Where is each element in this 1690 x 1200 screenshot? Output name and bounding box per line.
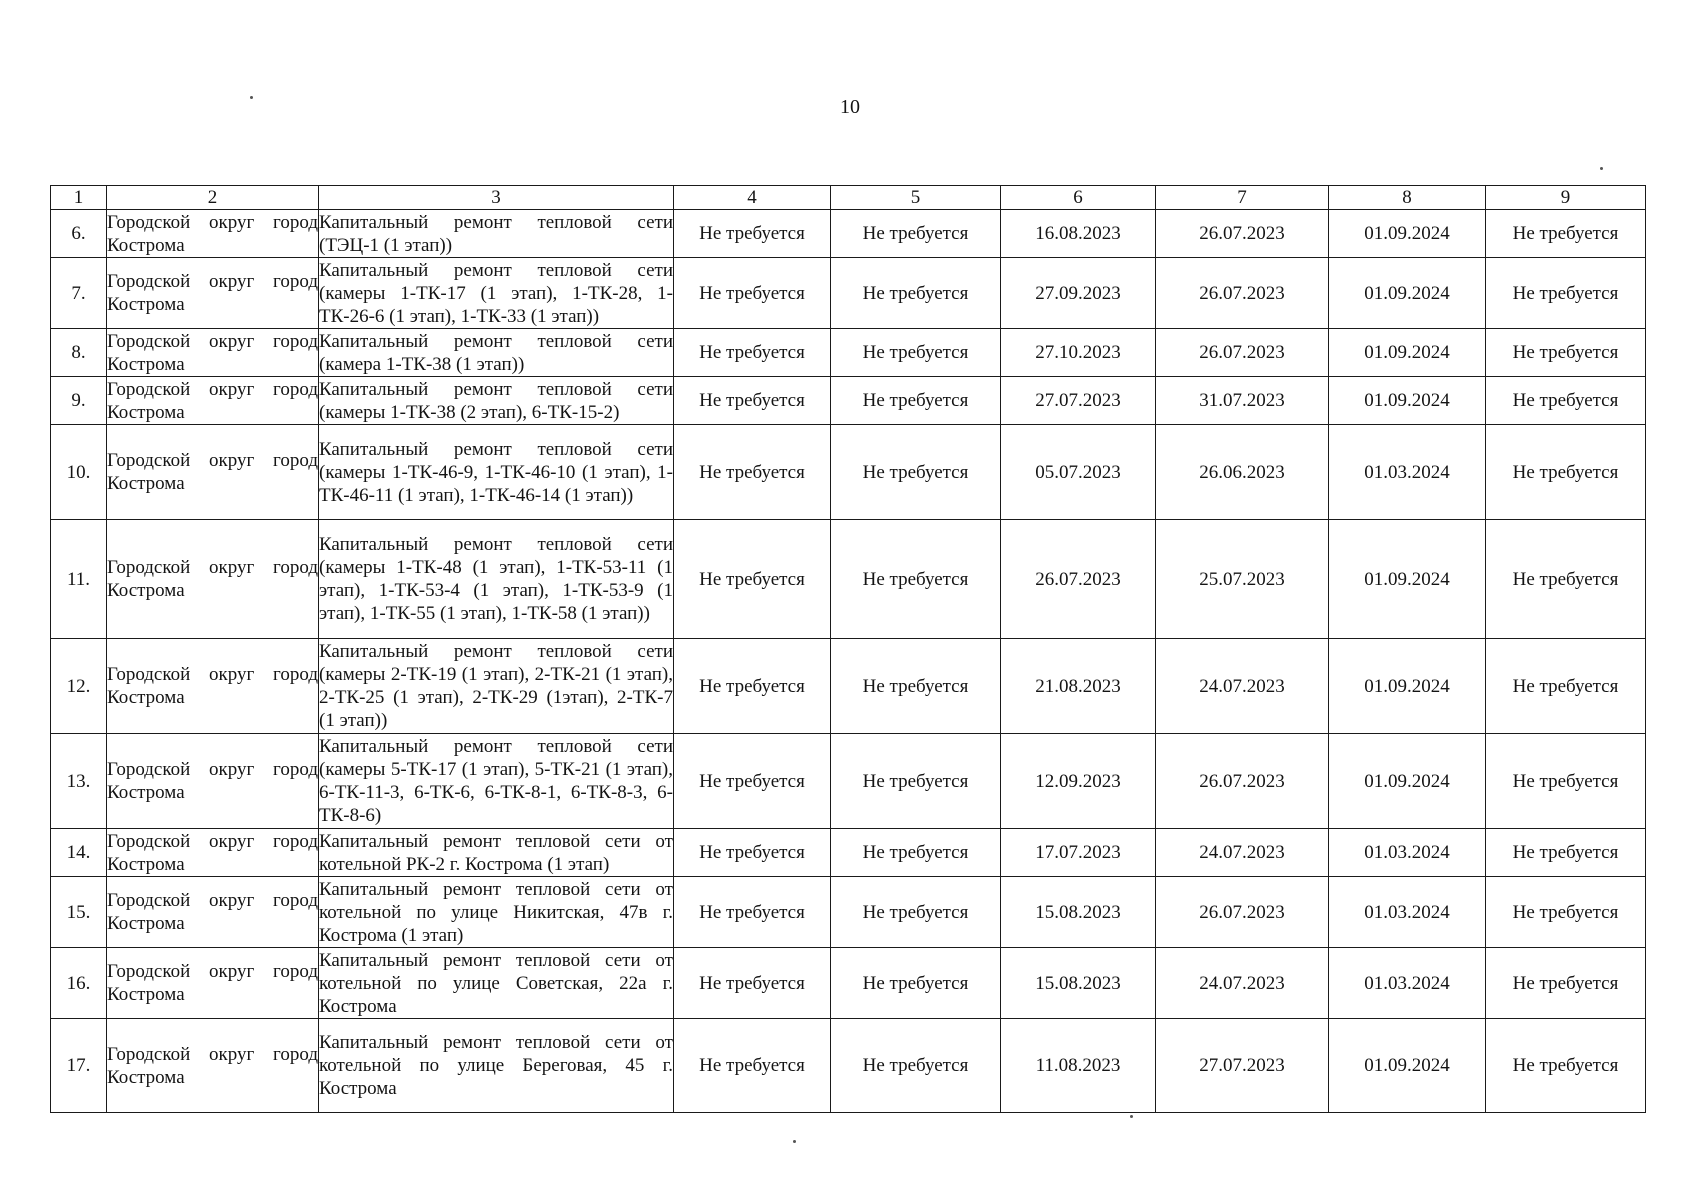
cell-col4: Не требуется	[674, 210, 831, 258]
column-header: 3	[319, 186, 674, 210]
row-number: 16.	[51, 948, 107, 1019]
row-number: 8.	[51, 329, 107, 377]
cell-col6-date: 16.08.2023	[1001, 210, 1156, 258]
cell-col5: Не требуется	[831, 377, 1001, 425]
object-cell: Капитальный ремонт тепловой сети (ТЭЦ-1 (1 этап))	[319, 211, 673, 256]
municipality-cell: Городской округ город Кострома	[107, 948, 319, 1019]
object-cell: Капитальный ремонт тепловой сети (камеры 2-ТК-19 (1 этап), 2-ТК-21 (1 этап), 2-ТК-25 (1 этап), 2-ТК-29 (1этап), 2-ТК-7 (1 этап))	[319, 639, 674, 734]
cell-col6-date: 26.07.2023	[1001, 520, 1156, 639]
cell-col4: Не требуется	[674, 829, 831, 877]
cell-col4: Не требуется	[674, 425, 831, 520]
cell-col6-date: 17.07.2023	[1001, 829, 1156, 877]
cell-col7-date: 31.07.2023	[1156, 377, 1329, 425]
table-row	[51, 639, 1646, 734]
cell-col4: Не требуется	[674, 520, 831, 639]
table-row	[51, 425, 1646, 520]
cell-col8-date: 01.09.2024	[1329, 1019, 1486, 1113]
cell-col9: Не требуется	[1486, 210, 1646, 258]
table-row	[51, 829, 1646, 877]
cell-col6-date: 15.08.2023	[1001, 877, 1156, 948]
cell-col5: Не требуется	[831, 425, 1001, 520]
municipality-cell: Городской округ город Кострома	[107, 211, 318, 256]
table-row	[51, 329, 1646, 377]
object-cell: Капитальный ремонт тепловой сети от котельной РК-2 г. Кострома (1 этап)	[319, 830, 673, 875]
cell-col9: Не требуется	[1486, 329, 1646, 377]
cell-col4: Не требуется	[674, 1019, 831, 1113]
row-number: 7.	[51, 258, 107, 329]
column-header: 9	[1486, 186, 1646, 210]
municipality-cell: Городской округ город Кострома	[107, 425, 319, 520]
row-number: 14.	[51, 829, 107, 877]
row-number: 6.	[51, 210, 107, 258]
table-row	[51, 520, 1646, 639]
cell-col4: Не требуется	[674, 258, 831, 329]
column-header: 1	[51, 186, 107, 210]
cell-col8-date: 01.09.2024	[1329, 329, 1486, 377]
cell-col8-date: 01.03.2024	[1329, 829, 1486, 877]
cell-col9: Не требуется	[1486, 258, 1646, 329]
cell-col9: Не требуется	[1486, 639, 1646, 734]
table-row	[51, 877, 1646, 948]
row-number: 12.	[51, 639, 107, 734]
table-row	[51, 948, 1646, 1019]
cell-col6-date: 27.09.2023	[1001, 258, 1156, 329]
column-header: 6	[1001, 186, 1156, 210]
cell-col8-date: 01.09.2024	[1329, 520, 1486, 639]
cell-col9: Не требуется	[1486, 829, 1646, 877]
cell-col7-date: 26.07.2023	[1156, 734, 1329, 829]
cell-col4: Не требуется	[674, 377, 831, 425]
cell-col8-date: 01.03.2024	[1329, 425, 1486, 520]
cell-col9: Не требуется	[1486, 1019, 1646, 1113]
scan-speck	[1600, 167, 1603, 170]
municipality-cell: Городской округ город Кострома	[107, 1019, 319, 1113]
cell-col5: Не требуется	[831, 734, 1001, 829]
object-cell: Капитальный ремонт тепловой сети (камеры 1-ТК-38 (2 этап), 6-ТК-15-2)	[319, 378, 673, 423]
cell-col7-date: 26.07.2023	[1156, 210, 1329, 258]
cell-col4: Не требуется	[674, 329, 831, 377]
cell-col6-date: 11.08.2023	[1001, 1019, 1156, 1113]
cell-col4: Не требуется	[674, 877, 831, 948]
cell-col8-date: 01.09.2024	[1329, 734, 1486, 829]
column-header: 8	[1329, 186, 1486, 210]
cell-col5: Не требуется	[831, 520, 1001, 639]
municipality-cell: Городской округ город Кострома	[107, 830, 318, 875]
scan-speck	[793, 1140, 796, 1143]
row-number: 13.	[51, 734, 107, 829]
cell-col5: Не требуется	[831, 877, 1001, 948]
cell-col9: Не требуется	[1486, 377, 1646, 425]
municipality-cell: Городской округ город Кострома	[107, 258, 319, 329]
cell-col7-date: 26.07.2023	[1156, 329, 1329, 377]
cell-col8-date: 01.03.2024	[1329, 877, 1486, 948]
cell-col8-date: 01.09.2024	[1329, 210, 1486, 258]
municipality-cell: Городской округ город Кострома	[107, 877, 319, 948]
column-header: 2	[107, 186, 319, 210]
column-header: 7	[1156, 186, 1329, 210]
cell-col7-date: 24.07.2023	[1156, 948, 1329, 1019]
cell-col7-date: 27.07.2023	[1156, 1019, 1329, 1113]
cell-col7-date: 25.07.2023	[1156, 520, 1329, 639]
object-cell: Капитальный ремонт тепловой сети от котельной по улице Никитская, 47в г. Кострома (1 этап)	[319, 878, 673, 946]
cell-col5: Не требуется	[831, 1019, 1001, 1113]
cell-col4: Не требуется	[674, 948, 831, 1019]
cell-col8-date: 01.09.2024	[1329, 377, 1486, 425]
cell-col7-date: 24.07.2023	[1156, 639, 1329, 734]
object-cell: Капитальный ремонт тепловой сети от котельной по улице Советская, 22а г. Кострома	[319, 949, 673, 1017]
cell-col9: Не требуется	[1486, 948, 1646, 1019]
scan-speck	[1130, 1115, 1133, 1118]
municipality-cell: Городской округ город Кострома	[107, 734, 319, 829]
cell-col7-date: 26.07.2023	[1156, 258, 1329, 329]
object-cell: Капитальный ремонт тепловой сети (камеры 5-ТК-17 (1 этап), 5-ТК-21 (1 этап), 6-ТК-11-3, 6-ТК-6, 6-ТК-8-1, 6-ТК-8-3, 6-ТК-8-6)	[319, 734, 674, 829]
cell-col4: Не требуется	[674, 639, 831, 734]
repair-schedule-table	[50, 185, 1646, 1113]
row-number: 9.	[51, 377, 107, 425]
cell-col6-date: 27.10.2023	[1001, 329, 1156, 377]
table-row	[51, 1019, 1646, 1113]
object-cell: Капитальный ремонт тепловой сети (камера 1-ТК-38 (1 этап))	[319, 330, 673, 375]
cell-col8-date: 01.09.2024	[1329, 258, 1486, 329]
cell-col5: Не требуется	[831, 329, 1001, 377]
cell-col6-date: 05.07.2023	[1001, 425, 1156, 520]
cell-col6-date: 12.09.2023	[1001, 734, 1156, 829]
municipality-cell: Городской округ город Кострома	[107, 330, 318, 375]
scan-speck	[250, 96, 253, 99]
table-row	[51, 258, 1646, 329]
table-row	[51, 210, 1646, 258]
table-row	[51, 734, 1646, 829]
cell-col9: Не требуется	[1486, 520, 1646, 639]
cell-col6-date: 27.07.2023	[1001, 377, 1156, 425]
column-header: 5	[831, 186, 1001, 210]
cell-col6-date: 21.08.2023	[1001, 639, 1156, 734]
cell-col9: Не требуется	[1486, 877, 1646, 948]
municipality-cell: Городской округ город Кострома	[107, 639, 319, 734]
object-cell: Капитальный ремонт тепловой сети (камеры 1-ТК-17 (1 этап), 1-ТК-28, 1-ТК-26-6 (1 этап), 1-ТК-33 (1 этап))	[319, 259, 673, 327]
cell-col9: Не требуется	[1486, 734, 1646, 829]
municipality-cell: Городской округ город Кострома	[107, 378, 318, 423]
cell-col8-date: 01.03.2024	[1329, 948, 1486, 1019]
cell-col8-date: 01.09.2024	[1329, 639, 1486, 734]
cell-col6-date: 15.08.2023	[1001, 948, 1156, 1019]
object-cell: Капитальный ремонт тепловой сети (камеры 1-ТК-46-9, 1-ТК-46-10 (1 этап), 1-ТК-46-11 (1 этап), 1-ТК-46-14 (1 этап))	[319, 425, 674, 520]
row-number: 11.	[51, 520, 107, 639]
cell-col7-date: 26.06.2023	[1156, 425, 1329, 520]
cell-col7-date: 24.07.2023	[1156, 829, 1329, 877]
column-header: 4	[674, 186, 831, 210]
cell-col5: Не требуется	[831, 948, 1001, 1019]
cell-col5: Не требуется	[831, 210, 1001, 258]
cell-col9: Не требуется	[1486, 425, 1646, 520]
object-cell: Капитальный ремонт тепловой сети (камеры 1-ТК-48 (1 этап), 1-ТК-53-11 (1 этап), 1-ТК-53-4 (1 этап), 1-ТК-53-9 (1 этап), 1-ТК-55 (1 этап), 1-ТК-58 (1 этап))	[319, 520, 674, 639]
municipality-cell: Городской округ город Кострома	[107, 520, 319, 639]
row-number: 10.	[51, 425, 107, 520]
row-number: 17.	[51, 1019, 107, 1113]
object-cell: Капитальный ремонт тепловой сети от котельной по улице Береговая, 45 г. Кострома	[319, 1019, 674, 1113]
cell-col5: Не требуется	[831, 258, 1001, 329]
page-number: 10	[840, 96, 860, 118]
cell-col5: Не требуется	[831, 639, 1001, 734]
column-number-row	[51, 186, 1646, 210]
row-number: 15.	[51, 877, 107, 948]
cell-col7-date: 26.07.2023	[1156, 877, 1329, 948]
table-row	[51, 377, 1646, 425]
cell-col5: Не требуется	[831, 829, 1001, 877]
cell-col4: Не требуется	[674, 734, 831, 829]
